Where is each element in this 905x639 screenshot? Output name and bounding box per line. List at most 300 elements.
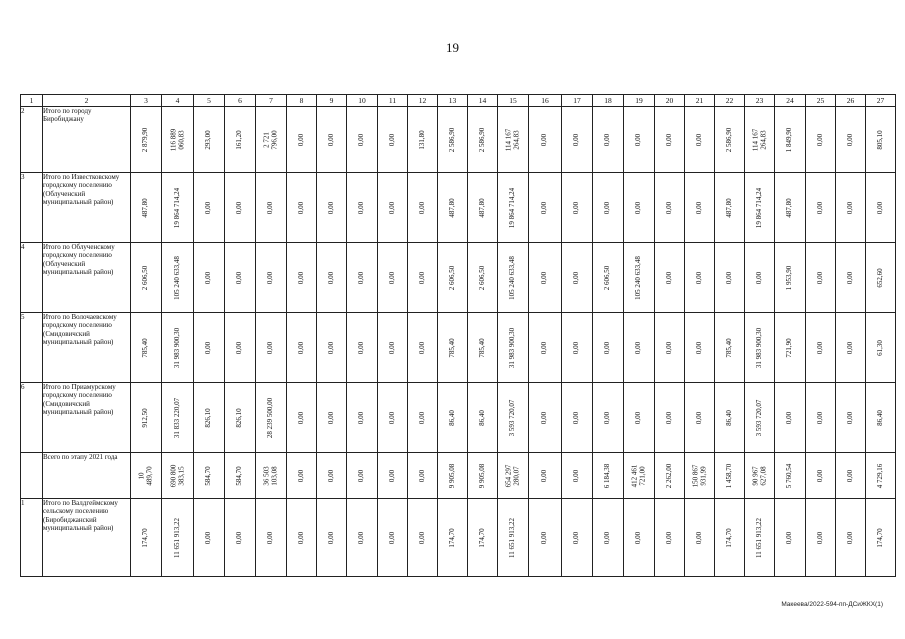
data-cell — [593, 107, 624, 173]
data-cell — [438, 453, 468, 499]
data-cell — [438, 173, 468, 243]
cell-value: 0,00 — [664, 133, 673, 146]
cell-value: 0,00 — [266, 341, 275, 354]
data-cell — [468, 107, 498, 173]
data-cell — [745, 173, 775, 243]
cell-value: 0,00 — [540, 411, 549, 424]
data-cell — [715, 173, 745, 243]
cell-value: 0,00 — [785, 531, 794, 544]
cell-value: 86,40 — [724, 409, 733, 426]
data-cell — [529, 173, 562, 243]
data-cell — [162, 107, 194, 173]
cell-value: 31 983 900,30 — [172, 327, 181, 368]
data-cell — [866, 453, 896, 499]
cell-value: 10 489,70 — [137, 465, 153, 486]
cell-value: 0,00 — [204, 341, 213, 354]
cell-value: 5 760,54 — [785, 463, 794, 488]
data-cell — [408, 383, 438, 453]
cell-value: 0,00 — [417, 469, 426, 482]
cell-value: 86,40 — [477, 409, 486, 426]
cell-value: 0,00 — [603, 341, 612, 354]
data-cell — [775, 107, 806, 173]
cell-value: 174,70 — [447, 527, 456, 548]
cell-value: 86,40 — [875, 409, 884, 426]
data-cell — [866, 243, 896, 313]
column-number-header: 23 — [745, 95, 775, 107]
cell-value: 0,00 — [845, 133, 854, 146]
data-cell — [498, 107, 529, 173]
cell-value: 0,00 — [572, 271, 581, 284]
data-cell — [593, 499, 624, 577]
column-number-header: 11 — [378, 95, 408, 107]
data-cell — [593, 173, 624, 243]
cell-value: 0,00 — [694, 341, 703, 354]
cell-value: 2 606,50 — [447, 265, 456, 290]
data-cell — [836, 499, 866, 577]
data-cell — [287, 243, 317, 313]
data-cell — [347, 453, 378, 499]
cell-value: 293,00 — [204, 129, 213, 150]
data-cell — [562, 313, 593, 383]
data-cell — [529, 243, 562, 313]
data-cell — [162, 499, 194, 577]
data-cell — [624, 453, 655, 499]
column-number-header: 9 — [317, 95, 347, 107]
data-cell — [468, 173, 498, 243]
data-cell — [438, 243, 468, 313]
data-cell — [468, 499, 498, 577]
data-cell — [866, 383, 896, 453]
data-cell — [806, 499, 836, 577]
data-cell — [685, 499, 715, 577]
cell-value: 0,00 — [845, 201, 854, 214]
cell-value: 785,40 — [724, 337, 733, 358]
table-row — [21, 313, 896, 383]
column-number-header: 4 — [162, 95, 194, 107]
data-cell — [806, 107, 836, 173]
data-cell — [745, 107, 775, 173]
data-cell — [593, 383, 624, 453]
data-cell — [438, 107, 468, 173]
cell-value: 0,00 — [664, 531, 673, 544]
data-cell — [194, 173, 225, 243]
data-cell — [225, 173, 256, 243]
document-footer-code: Макеева/2022-594-пп-ДСиЖКХ(1) — [781, 601, 883, 608]
cell-value: 487,80 — [447, 197, 456, 218]
data-cell — [836, 383, 866, 453]
data-cell — [225, 383, 256, 453]
data-cell — [593, 313, 624, 383]
column-number-header: 24 — [775, 95, 806, 107]
data-cell — [498, 499, 529, 577]
data-cell — [131, 453, 162, 499]
row-name: Итого по Валдгеймскому сельскому поселению (Биробиджанский муниципальный район) — [43, 499, 131, 577]
cell-value: 826,10 — [235, 407, 244, 428]
cell-value: 0,00 — [296, 341, 305, 354]
data-cell — [194, 107, 225, 173]
column-number-header: 22 — [715, 95, 745, 107]
cell-value: 0,00 — [694, 411, 703, 424]
data-cell — [408, 313, 438, 383]
row-name: Всего по этапу 2021 года — [43, 453, 131, 499]
data-cell — [408, 499, 438, 577]
cell-value: 0,00 — [357, 411, 366, 424]
cell-value: 2 606,50 — [477, 265, 486, 290]
data-cell — [562, 173, 593, 243]
cell-value: 0,00 — [815, 201, 824, 214]
cell-value: 0,00 — [845, 411, 854, 424]
data-cell — [685, 383, 715, 453]
data-cell — [562, 499, 593, 577]
cell-value: 412 461 721,00 — [630, 464, 646, 487]
cell-value: 1 849,90 — [785, 127, 794, 152]
cell-value: 0,00 — [326, 201, 335, 214]
cell-value: 0,00 — [785, 411, 794, 424]
data-cell — [468, 453, 498, 499]
column-number-header: 26 — [836, 95, 866, 107]
data-cell — [685, 313, 715, 383]
header-row — [21, 95, 896, 107]
data-cell — [131, 243, 162, 313]
cell-value: 487,80 — [724, 197, 733, 218]
cell-value: 61,30 — [875, 339, 884, 356]
cell-value: 0,00 — [296, 201, 305, 214]
cell-value: 0,00 — [357, 531, 366, 544]
data-cell — [498, 313, 529, 383]
cell-value: 0,00 — [572, 531, 581, 544]
data-cell — [378, 499, 408, 577]
cell-value: 0,00 — [694, 133, 703, 146]
cell-value: 9 905,08 — [447, 463, 456, 488]
cell-value: 0,00 — [603, 133, 612, 146]
cell-value: 0,00 — [204, 531, 213, 544]
row-number: 6 — [21, 383, 43, 453]
row-number — [21, 453, 43, 499]
cell-value: 31 983 900,30 — [754, 327, 763, 368]
data-cell — [347, 383, 378, 453]
cell-value: 11 651 913,22 — [508, 517, 517, 558]
row-name: Итого по Приамурскому городскому поселению (Смидовичский муниципальный район) — [43, 383, 131, 453]
cell-value: 0,00 — [296, 133, 305, 146]
cell-value: 785,40 — [447, 337, 456, 358]
column-number-header: 7 — [256, 95, 287, 107]
data-cell — [745, 499, 775, 577]
data-cell — [655, 313, 685, 383]
data-cell — [775, 499, 806, 577]
row-number: 1 — [21, 499, 43, 577]
data-cell — [562, 107, 593, 173]
data-cell — [256, 313, 287, 383]
data-cell — [655, 243, 685, 313]
data-cell — [624, 313, 655, 383]
data-cell — [624, 173, 655, 243]
data-cell — [287, 499, 317, 577]
data-cell — [256, 453, 287, 499]
data-cell — [347, 499, 378, 577]
column-number-header: 8 — [287, 95, 317, 107]
cell-value: 0,00 — [603, 411, 612, 424]
cell-value: 2 586,90 — [447, 127, 456, 152]
data-cell — [836, 243, 866, 313]
cell-value: 0,00 — [266, 271, 275, 284]
data-cell — [685, 107, 715, 173]
cell-value: 150 867 931,99 — [690, 464, 707, 487]
cell-value: 0,00 — [540, 531, 549, 544]
cell-value: 0,00 — [572, 201, 581, 214]
data-cell — [529, 107, 562, 173]
data-cell — [287, 383, 317, 453]
data-cell — [162, 243, 194, 313]
cell-value: 584,70 — [235, 465, 244, 486]
cell-value: 0,00 — [664, 271, 673, 284]
cell-value: 2 586,90 — [477, 127, 486, 152]
data-cell — [745, 383, 775, 453]
cell-value: 0,00 — [357, 271, 366, 284]
cell-value: 912,50 — [141, 407, 150, 428]
cell-value: 2 721 796,00 — [262, 129, 278, 150]
cell-value: 2 606,50 — [603, 265, 612, 290]
cell-value: 0,00 — [326, 133, 335, 146]
cell-value: 9 905,08 — [477, 463, 486, 488]
data-cell — [593, 243, 624, 313]
data-cell — [131, 313, 162, 383]
column-number-header: 19 — [624, 95, 655, 107]
data-cell — [378, 453, 408, 499]
cell-value: 0,00 — [326, 531, 335, 544]
table-row — [21, 453, 896, 499]
data-cell — [347, 313, 378, 383]
cell-value: 0,00 — [417, 201, 426, 214]
data-cell — [131, 383, 162, 453]
cell-value: 174,70 — [141, 527, 150, 548]
cell-value: 0,00 — [815, 469, 824, 482]
data-cell — [256, 107, 287, 173]
cell-value: 0,00 — [357, 201, 366, 214]
data-cell — [836, 173, 866, 243]
data-cell — [408, 243, 438, 313]
table-row — [21, 499, 896, 577]
cell-value: 0,00 — [326, 411, 335, 424]
data-cell — [194, 243, 225, 313]
data-cell — [408, 173, 438, 243]
cell-value: 0,00 — [540, 341, 549, 354]
data-cell — [162, 313, 194, 383]
cell-value: 0,00 — [357, 341, 366, 354]
cell-value: 0,00 — [326, 271, 335, 284]
cell-value: 652,60 — [875, 267, 884, 288]
data-cell — [806, 313, 836, 383]
data-cell — [162, 453, 194, 499]
column-number-header: 5 — [194, 95, 225, 107]
cell-value: 0,00 — [296, 531, 305, 544]
cell-value: 785,40 — [141, 337, 150, 358]
data-cell — [256, 173, 287, 243]
cell-value: 0,00 — [572, 341, 581, 354]
column-number-header: 16 — [529, 95, 562, 107]
data-cell — [317, 313, 347, 383]
data-cell — [624, 107, 655, 173]
cell-value: 0,00 — [540, 201, 549, 214]
cell-value: 0,00 — [634, 531, 643, 544]
data-cell — [468, 243, 498, 313]
data-cell — [624, 383, 655, 453]
cell-value: 116 889 060,83 — [168, 128, 185, 151]
data-cell — [498, 243, 529, 313]
cell-value: 0,00 — [266, 531, 275, 544]
cell-value: 0,00 — [603, 201, 612, 214]
cell-value: 0,00 — [875, 201, 884, 214]
data-cell — [468, 383, 498, 453]
data-cell — [529, 383, 562, 453]
cell-value: 487,80 — [141, 197, 150, 218]
row-name: Итого по городу Биробиджану — [43, 107, 131, 173]
cell-value: 0,00 — [417, 531, 426, 544]
cell-value: 0,00 — [387, 341, 396, 354]
data-cell — [529, 453, 562, 499]
cell-value: 28 239 500,00 — [266, 397, 275, 438]
cell-value: 0,00 — [387, 469, 396, 482]
cell-value: 0,00 — [845, 341, 854, 354]
cell-value: 0,00 — [326, 341, 335, 354]
data-cell — [131, 173, 162, 243]
column-number-header: 10 — [347, 95, 378, 107]
data-cell — [685, 173, 715, 243]
cell-value: 19 864 714,24 — [754, 187, 763, 228]
cell-value: 0,00 — [572, 133, 581, 146]
data-cell — [866, 499, 896, 577]
cell-value: 487,80 — [785, 197, 794, 218]
cell-value: 0,00 — [754, 271, 763, 284]
cell-value: 584,70 — [204, 465, 213, 486]
cell-value: 0,00 — [664, 411, 673, 424]
cell-value: 3 593 720,07 — [508, 399, 517, 436]
data-cell — [775, 243, 806, 313]
cell-value: 0,00 — [694, 531, 703, 544]
cell-value: 0,00 — [815, 271, 824, 284]
cell-value: 0,00 — [815, 531, 824, 544]
data-cell — [378, 243, 408, 313]
data-cell — [745, 453, 775, 499]
row-name: Итого по Известковскому городскому поселению (Облученский муниципальный район) — [43, 173, 131, 243]
cell-value: 19 864 714,24 — [508, 187, 517, 228]
cell-value: 0,00 — [387, 201, 396, 214]
cell-value: 0,00 — [235, 531, 244, 544]
cell-value: 0,00 — [815, 341, 824, 354]
data-cell — [408, 107, 438, 173]
data-cell — [775, 313, 806, 383]
cell-value: 0,00 — [417, 411, 426, 424]
data-cell — [162, 383, 194, 453]
data-cell — [715, 499, 745, 577]
cell-value: 2 262,00 — [664, 463, 673, 488]
cell-value: 0,00 — [572, 411, 581, 424]
cell-value: 31 833 220,07 — [172, 397, 181, 438]
cell-value: 3 593 720,07 — [754, 399, 763, 436]
cell-value: 0,00 — [204, 201, 213, 214]
data-cell — [317, 243, 347, 313]
cell-value: 0,00 — [235, 341, 244, 354]
data-cell — [225, 499, 256, 577]
cell-value: 86,40 — [447, 409, 456, 426]
data-cell — [225, 243, 256, 313]
cell-value: 0,00 — [387, 133, 396, 146]
cell-value: 174,70 — [875, 527, 884, 548]
data-cell — [194, 453, 225, 499]
data-cell — [498, 453, 529, 499]
data-cell — [378, 383, 408, 453]
cell-value: 1 953,90 — [785, 265, 794, 290]
cell-value: 0,00 — [387, 531, 396, 544]
data-cell — [529, 313, 562, 383]
data-cell — [806, 173, 836, 243]
data-cell — [775, 173, 806, 243]
column-number-header: 27 — [866, 95, 896, 107]
column-number-header: 14 — [468, 95, 498, 107]
cell-value: 105 240 633,48 — [508, 255, 517, 300]
data-cell — [745, 313, 775, 383]
cell-value: 0,00 — [634, 201, 643, 214]
data-cell — [162, 173, 194, 243]
cell-value: 0,00 — [357, 469, 366, 482]
cell-value: 0,00 — [204, 271, 213, 284]
cell-value: 0,00 — [296, 469, 305, 482]
column-number-header: 13 — [438, 95, 468, 107]
cell-value: 805,10 — [875, 129, 884, 150]
cell-value: 2 879,90 — [141, 127, 150, 152]
data-cell — [194, 499, 225, 577]
row-name: Итого по Волочаевскому городскому поселению (Смидовичский муниципальный район) — [43, 313, 131, 383]
cell-value: 90 967 627,08 — [750, 465, 767, 486]
column-number-header: 3 — [131, 95, 162, 107]
column-number-header: 2 — [43, 95, 131, 107]
data-cell — [715, 453, 745, 499]
data-cell — [624, 243, 655, 313]
cell-value: 131,80 — [417, 129, 426, 150]
cell-value: 0,00 — [603, 531, 612, 544]
data-cell — [685, 453, 715, 499]
cell-value: 0,00 — [815, 133, 824, 146]
data-cell — [836, 453, 866, 499]
cell-value: 161,20 — [235, 129, 244, 150]
row-number: 3 — [21, 173, 43, 243]
data-cell — [562, 243, 593, 313]
cell-value: 31 983 900,30 — [508, 327, 517, 368]
data-cell — [287, 173, 317, 243]
column-number-header: 15 — [498, 95, 529, 107]
table-row — [21, 173, 896, 243]
data-cell — [378, 173, 408, 243]
page-number: 19 — [446, 40, 459, 55]
data-cell — [287, 453, 317, 499]
data-cell — [438, 383, 468, 453]
cell-value: 0,00 — [266, 201, 275, 214]
cell-value: 0,00 — [694, 201, 703, 214]
data-table — [20, 94, 896, 577]
cell-value: 654 297 280,07 — [504, 464, 520, 487]
data-cell — [317, 107, 347, 173]
cell-value: 114 167 264,83 — [750, 128, 767, 151]
data-cell — [498, 383, 529, 453]
cell-value: 0,00 — [417, 271, 426, 284]
data-cell — [225, 453, 256, 499]
data-cell — [256, 243, 287, 313]
cell-value: 0,00 — [634, 133, 643, 146]
data-cell — [655, 173, 685, 243]
cell-value: 0,00 — [540, 133, 549, 146]
column-number-header: 1 — [21, 95, 43, 107]
data-cell — [715, 107, 745, 173]
data-cell — [225, 313, 256, 383]
